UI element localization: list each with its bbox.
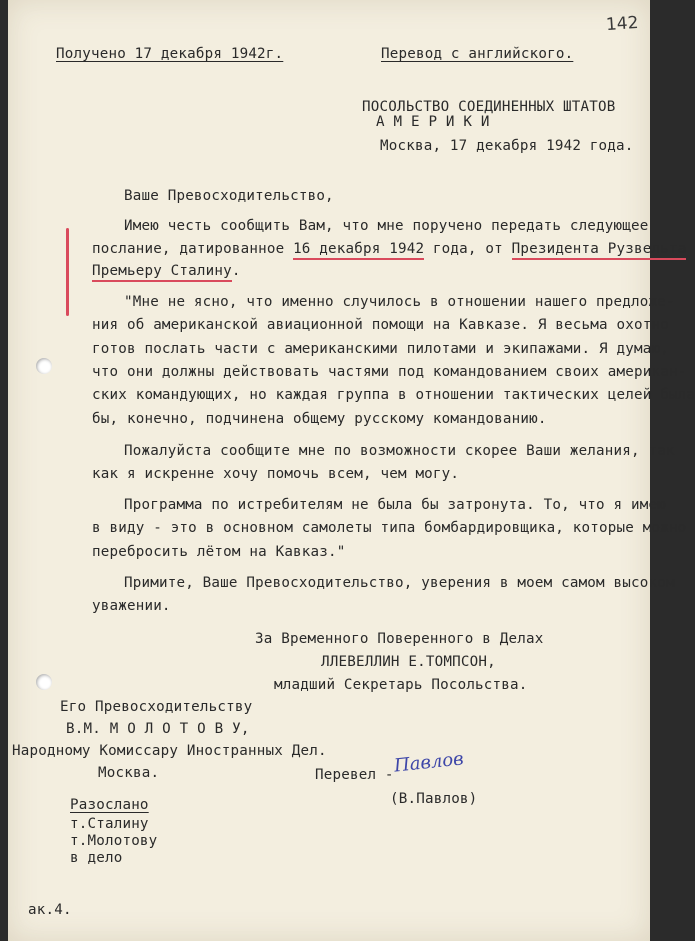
- quote-line: ния об американской авиационной помощи на Кавказе. Я весьма охотно: [92, 317, 669, 333]
- signatory-line: За Временного Поверенного в Делах: [255, 631, 544, 647]
- distribution-heading: Разослано: [70, 797, 149, 813]
- quote-line: ских командующих, но каждая группа в отношении тактических целей была: [92, 387, 695, 403]
- addressee-city: Москва.: [98, 765, 160, 781]
- signatory-name: ЛЛЕВЕЛЛИН Е.ТОМПСОН,: [321, 654, 496, 670]
- paragraph-line: Программа по истребителям не была бы затронута. То, что я имею: [124, 497, 666, 513]
- intro-line: Премьеру Сталину.: [92, 263, 241, 279]
- addressee-line: Его Превосходительству: [60, 699, 253, 715]
- document-page: [8, 0, 695, 941]
- closing-line: уважении.: [92, 598, 171, 614]
- distribution-item: в дело: [70, 850, 123, 866]
- translator-label: Перевел -: [315, 767, 394, 783]
- distribution-item: т.Сталину: [70, 816, 149, 832]
- closing-line: Примите, Ваше Превосходительство, уверения в моем самом высоком: [124, 575, 675, 591]
- paragraph-line: Пожалуйста сообщите мне по возможности скорее Ваши желания, так: [124, 443, 675, 459]
- sender-org-line2: А М Е Р И К И: [376, 114, 490, 130]
- highlight-date: 16 декабря 1942: [293, 241, 424, 260]
- footer-code: ак.4.: [28, 902, 72, 918]
- intro-line: послание, датированное 16 декабря 1942 года, от Президента Рузвельта: [92, 241, 686, 257]
- highlight-president: Президента Рузвельта: [512, 241, 687, 260]
- punch-hole: [36, 358, 52, 374]
- red-pencil-margin-mark: [66, 228, 69, 316]
- quote-line: "Мне не ясно, что именно случилось в отношении нашего предложе-: [124, 294, 675, 310]
- addressee-name: В.М. М О Л О Т О В У,: [66, 721, 250, 737]
- received-stamp: Получено 17 декабря 1942г.: [56, 46, 284, 62]
- folio-number: 142: [605, 12, 640, 36]
- highlight-premier: Премьеру Сталину: [92, 263, 232, 282]
- sender-org-line1: ПОСОЛЬСТВО СОЕДИНЕННЫХ ШТАТОВ: [362, 99, 616, 115]
- punch-hole: [36, 674, 52, 690]
- quote-line: что они должны действовать частями под командованием своих американ-: [92, 364, 687, 380]
- sender-place-date: Москва, 17 декабря 1942 года.: [380, 138, 634, 154]
- intro-line: Имею честь сообщить Вам, что мне поручено передать следующее: [124, 218, 649, 234]
- distribution-item: т.Молотову: [70, 833, 158, 849]
- quote-line: готов послать части с американскими пилотами и экипажами. Я думаю,: [92, 341, 669, 357]
- translation-note: Перевод с английского.: [381, 46, 574, 62]
- translator-name: (В.Павлов): [390, 791, 478, 807]
- translator-signature: Павлов: [393, 748, 465, 777]
- paragraph-line: как я искренне хочу помочь всем, чем могу.: [92, 466, 460, 482]
- quote-line: бы, конечно, подчинена общему русскому командованию.: [92, 411, 547, 427]
- paragraph-line: в виду - это в основном самолеты типа бомбардировщика, которые можно: [92, 520, 687, 536]
- signatory-title: младший Секретарь Посольства.: [274, 677, 528, 693]
- addressee-title: Народному Комиссару Иностранных Дел.: [12, 743, 327, 759]
- salutation: Ваше Превосходительство,: [124, 188, 334, 204]
- paragraph-line: перебросить лётом на Кавказ.": [92, 544, 346, 560]
